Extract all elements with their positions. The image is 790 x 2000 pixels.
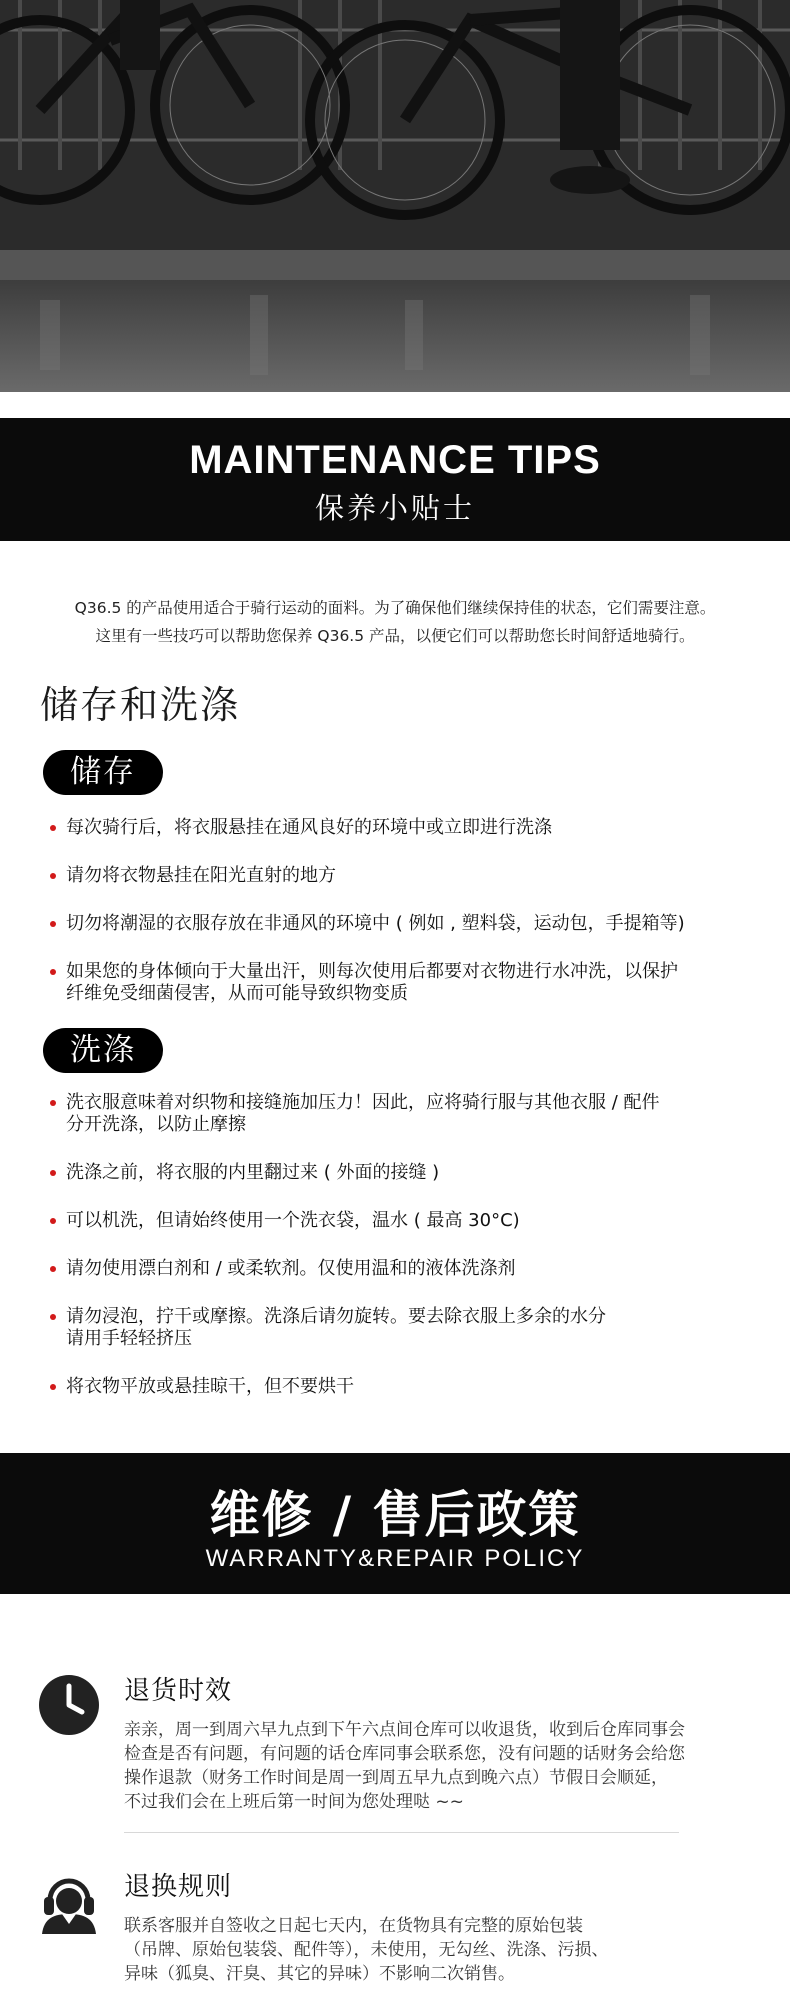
intro-line: Q36.5 的产品使用适合于骑行运动的面料。为了确保他们继续保持佳的状态，它们需要注意。 [74, 599, 716, 617]
warranty-banner [0, 1453, 790, 1594]
return-period-text: 亲亲，周一到周六早九点到下午六点间仓库可以收退货，收到后仓库同事会 检查是否有问题，有问题的话仓库同事会联系您，没有问题的话财务会给您 操作退款（财务工作时间是周一到周五早九点到晚六点）节假日会顺延， 不过我们会在上班后第一时间为您处理哒 ~~ [124, 1720, 685, 1812]
maintenance-title-en: MAINTENANCE TIPS [189, 438, 601, 482]
clock-icon [38, 1674, 100, 1736]
intro-line: 这里有一些技巧可以帮助您保养 Q36.5 产品，以便它们可以帮助您长时间舒适地骑行。 [95, 627, 695, 645]
list-item: 将衣物平放或悬挂晾干，但不要烘干 [48, 1376, 758, 1398]
storage-label: 储存 [43, 750, 163, 795]
list-item: 洗涤之前，将衣服的内里翻过来 ( 外面的接缝 ) [48, 1162, 758, 1184]
exchange-rules-title: 退换规则 [124, 1872, 233, 1902]
section-title: 储存和洗涤 [40, 683, 241, 727]
maintenance-intro [20, 594, 770, 650]
washing-label: 洗涤 [43, 1028, 163, 1073]
divider [124, 1832, 679, 1833]
washing-list [48, 1092, 758, 1398]
storage-list [48, 817, 758, 1005]
list-item: 请勿使用漂白剂和 / 或柔软剂。仅使用温和的液体洗涤剂 [48, 1258, 758, 1280]
customer-service-icon [38, 1870, 100, 1934]
list-item: 切勿将潮湿的衣服存放在非通风的环境中 ( 例如 , 塑料袋，运动包，手提箱等) [48, 913, 758, 935]
warranty-title-cn: 维修 / 售后政策 [209, 1486, 581, 1544]
list-item: 请勿浸泡，拧干或摩擦。洗涤后请勿旋转。要去除衣服上多余的水分 请用手轻轻挤压 [48, 1306, 758, 1350]
list-item: 每次骑行后，将衣服悬挂在通风良好的环境中或立即进行洗涤 [48, 817, 758, 839]
list-item: 洗衣服意味着对织物和接缝施加压力！因此，应将骑行服与其他衣服 / 配件 分开洗涤，以防止摩擦 [48, 1092, 758, 1136]
list-item: 请勿将衣物悬挂在阳光直射的地方 [48, 865, 758, 887]
list-item: 如果您的身体倾向于大量出汗，则每次使用后都要对衣物进行水冲洗，以保护 纤维免受细菌侵害，从而可能导致织物变质 [48, 961, 758, 1005]
maintenance-title-cn: 保养小贴士 [314, 491, 475, 525]
hero-cycling-photo [0, 0, 790, 392]
maintenance-tips-banner [0, 418, 790, 541]
return-period-title: 退货时效 [124, 1676, 233, 1706]
warranty-title-en: WARRANTY&REPAIR POLICY [205, 1545, 585, 1572]
list-item: 可以机洗，但请始终使用一个洗衣袋，温水 ( 最高 30°C) [48, 1210, 758, 1232]
exchange-rules-text: 联系客服并自签收之日起七天内，在货物具有完整的原始包装 （吊牌、原始包装袋、配件等），未使用，无勾丝、洗涤、污损、 异味（狐臭、汗臭、其它的异味）不影响二次销售。 [124, 1916, 609, 1984]
